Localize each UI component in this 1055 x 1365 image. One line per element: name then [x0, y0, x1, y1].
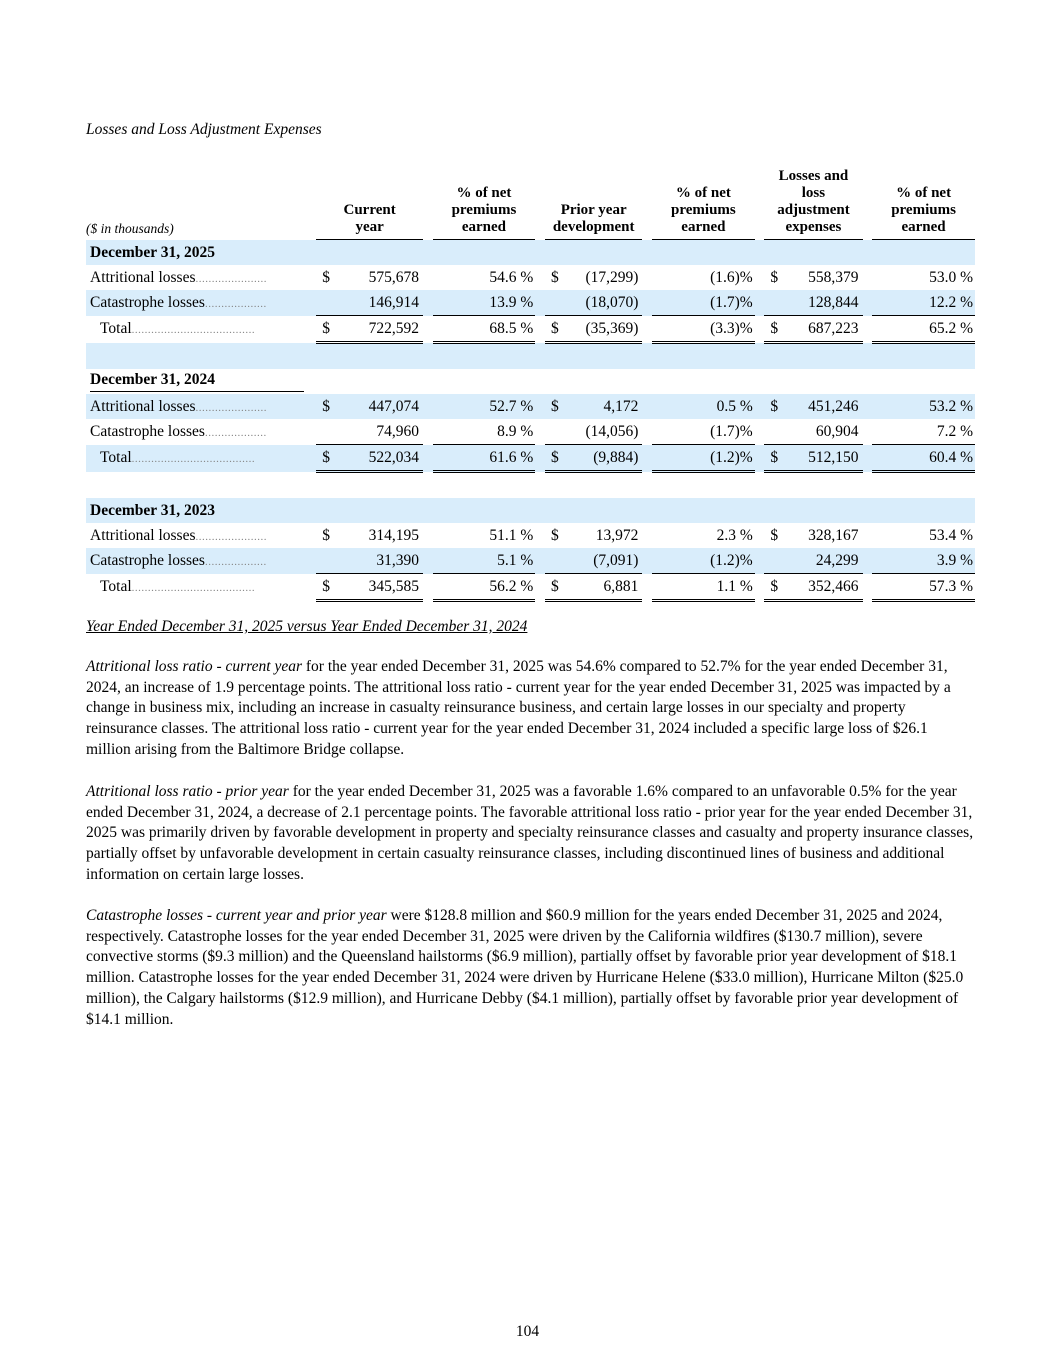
table-row-total — [86, 316, 975, 343]
cell-pct2: (1.7)% — [710, 422, 753, 440]
row-label: Total...................................... — [86, 445, 307, 472]
cell-current: 575,678 — [368, 268, 419, 286]
cell-current: 345,585 — [336, 574, 423, 601]
table-row-total — [86, 574, 975, 601]
cell-lae: 24,299 — [784, 548, 862, 574]
currency-symbol: $ — [316, 445, 336, 472]
table-row — [86, 290, 975, 316]
table-header-row — [86, 168, 975, 240]
narrative-subtitle: Year Ended December 31, 2025 versus Year Ended December 31, 2024 — [86, 618, 528, 635]
cell-pct1: 56.2 % — [433, 574, 536, 601]
cell-pct2: 2.3 % — [716, 526, 753, 544]
currency-symbol: $ — [764, 316, 784, 343]
currency-symbol: $ — [545, 574, 565, 601]
currency-symbol: $ — [764, 394, 784, 419]
cell-prior: 4,172 — [565, 394, 643, 419]
cell-pct3: 12.2 % — [872, 290, 975, 316]
paragraph-attritional-current: Attritional loss ratio - current year for the year ended December 31, 2025 was 54.6% compared to 52.7% for the year ended December 31, 2024, an increase of 1.9 percentage points. The attritional loss ratio - current year for the year ended December 31, 2025 was impacted by a change in business mix, including an increase in casualty reinsurance business, and certain large losses in our specialty and property reinsurance classes. The attritional loss ratio - current year for the year ended December 31, 2024 included a specific large loss of $26.1 million arising from the Baltimore Bridge collapse. — [86, 658, 951, 758]
cell-pct3: 53.0 % — [929, 268, 973, 286]
row-label: Attritional losses...................... — [90, 268, 267, 286]
currency-symbol: $ — [322, 268, 331, 286]
cell-pct3: 65.2 % — [872, 316, 975, 343]
cell-prior: (9,884) — [565, 445, 643, 472]
cell-lae: 60,904 — [815, 422, 859, 440]
cell-pct3: 53.4 % — [929, 526, 973, 544]
row-label: Attritional losses...................... — [86, 394, 307, 419]
currency-symbol: $ — [550, 526, 559, 544]
cell-current: 522,034 — [336, 445, 423, 472]
cell-prior: 13,972 — [595, 526, 639, 544]
cell-current: 314,195 — [368, 526, 419, 544]
cell-current: 146,914 — [336, 290, 423, 316]
header-pct-net-premiums-2: % of net premiums earned — [652, 168, 755, 240]
year-row-2024 — [86, 369, 975, 394]
header-current-year: Current year — [316, 168, 423, 240]
cell-current: 31,390 — [336, 548, 423, 574]
currency-symbol: $ — [316, 316, 336, 343]
row-label: Total...................................... — [100, 578, 256, 595]
currency-symbol: $ — [764, 574, 784, 601]
cell-lae: 128,844 — [784, 290, 862, 316]
currency-symbol: $ — [550, 268, 559, 286]
row-label: Catastrophe losses................... — [90, 422, 267, 440]
cell-prior: (35,369) — [565, 316, 643, 343]
header-pct-net-premiums-3: % of net premiums earned — [872, 168, 975, 240]
table-row-total — [86, 445, 975, 472]
cell-current: 74,960 — [376, 422, 419, 440]
cell-prior: (7,091) — [565, 548, 643, 574]
table-row — [86, 523, 975, 548]
currency-symbol: $ — [545, 394, 565, 419]
cell-pct1: 13.9 % — [433, 290, 536, 316]
year-label: December 31, 2023 — [86, 498, 975, 523]
cell-pct1: 51.1 % — [489, 526, 534, 544]
currency-symbol: $ — [316, 394, 336, 419]
cell-prior: 6,881 — [565, 574, 643, 601]
cell-lae: 328,167 — [808, 526, 859, 544]
cell-pct1: 68.5 % — [433, 316, 536, 343]
header-losses-lae: Losses and loss adjustment expenses — [764, 168, 862, 240]
cell-lae: 512,150 — [784, 445, 862, 472]
currency-symbol: $ — [770, 526, 779, 544]
header-pct-net-premiums-1: % of net premiums earned — [433, 168, 536, 240]
losses-table — [86, 168, 975, 602]
year-label: December 31, 2025 — [86, 240, 975, 266]
table-row — [86, 265, 975, 290]
cell-pct1: 61.6 % — [433, 445, 536, 472]
cell-current: 447,074 — [336, 394, 423, 419]
cell-pct2: (1.2)% — [652, 548, 755, 574]
spacer-row — [86, 472, 975, 499]
table-row — [86, 419, 975, 445]
currency-symbol: $ — [322, 526, 331, 544]
year-label: December 31, 2024 — [86, 369, 975, 394]
cell-lae: 451,246 — [784, 394, 862, 419]
row-label: Total...................................... — [100, 320, 256, 337]
page-number: 104 — [515, 1323, 540, 1340]
currency-symbol: $ — [316, 574, 336, 601]
cell-pct2: (1.6)% — [710, 268, 753, 286]
paragraph-attritional-prior: Attritional loss ratio - prior year for the year ended December 31, 2025 was a favorable 1.6% compared to an unfavorable 0.5% for the year ended December 31, 2024, a decrease of 2.1 percentage points. The favorable attritional loss ratio - prior year for the year ended December 31, 2025 was primarily driven by favorable development in property and specialty reinsurance classes and casualty and property insurance classes, partially offset by unfavorable development in certain casualty reinsurance classes, including discontinued lines of business and additional information on certain large losses. — [86, 783, 974, 883]
currency-symbol: $ — [764, 445, 784, 472]
cell-pct1: 5.1 % — [433, 548, 536, 574]
header-prior-year-development: Prior year development — [545, 168, 642, 240]
row-label: Catastrophe losses................... — [86, 290, 307, 316]
cell-pct3: 60.4 % — [872, 445, 975, 472]
cell-lae: 558,379 — [808, 268, 859, 286]
cell-current: 722,592 — [336, 316, 423, 343]
cell-pct3: 7.2 % — [936, 422, 973, 440]
cell-lae: 687,223 — [784, 316, 862, 343]
row-label: Attritional losses...................... — [90, 526, 267, 544]
year-row-2025 — [86, 240, 975, 266]
section-title: Losses and Loss Adjustment Expenses — [86, 121, 322, 138]
currency-symbol: $ — [545, 316, 565, 343]
currency-symbol: $ — [770, 268, 779, 286]
cell-pct2: (3.3)% — [652, 316, 755, 343]
row-label: Catastrophe losses................... — [86, 548, 307, 574]
cell-pct3: 57.3 % — [872, 574, 975, 601]
cell-prior: (14,056) — [585, 422, 639, 440]
cell-pct2: (1.2)% — [652, 445, 755, 472]
unit-label: ($ in thousands) — [86, 220, 174, 236]
cell-prior: (17,299) — [585, 268, 639, 286]
cell-pct3: 53.2 % — [872, 394, 975, 419]
cell-pct2: 1.1 % — [652, 574, 755, 601]
cell-pct2: 0.5 % — [652, 394, 755, 419]
table-row — [86, 548, 975, 574]
cell-lae: 352,466 — [784, 574, 862, 601]
currency-symbol: $ — [545, 445, 565, 472]
table-row — [86, 394, 975, 419]
cell-pct1: 52.7 % — [433, 394, 536, 419]
cell-pct2: (1.7)% — [652, 290, 755, 316]
spacer-row — [86, 343, 975, 370]
cell-pct1: 8.9 % — [497, 422, 534, 440]
paragraph-catastrophe: Catastrophe losses - current year and prior year were $128.8 million and $60.9 million for the years ended December 31, 2025 and 2024, respectively. Catastrophe losses for the year ended December 31, 2025 were driven by the California wildfires ($130.7 million), severe convective storms ($9.3 million) and the Queensland hailstorms ($6.9 million), partially offset by favorable prior year development of $18.1 million. Catastrophe losses for the year ended December 31, 2024 were driven by Hurricane Helene ($33.0 million), Hurricane Milton ($25.0 million), the Calgary hailstorms ($12.9 million), and Hurricane Debby ($4.1 million), partially offset by favorable prior year development of $14.1 million. — [86, 907, 964, 1028]
cell-pct1: 54.6 % — [489, 268, 534, 286]
cell-prior: (18,070) — [565, 290, 643, 316]
year-row-2023 — [86, 498, 975, 523]
cell-pct3: 3.9 % — [872, 548, 975, 574]
